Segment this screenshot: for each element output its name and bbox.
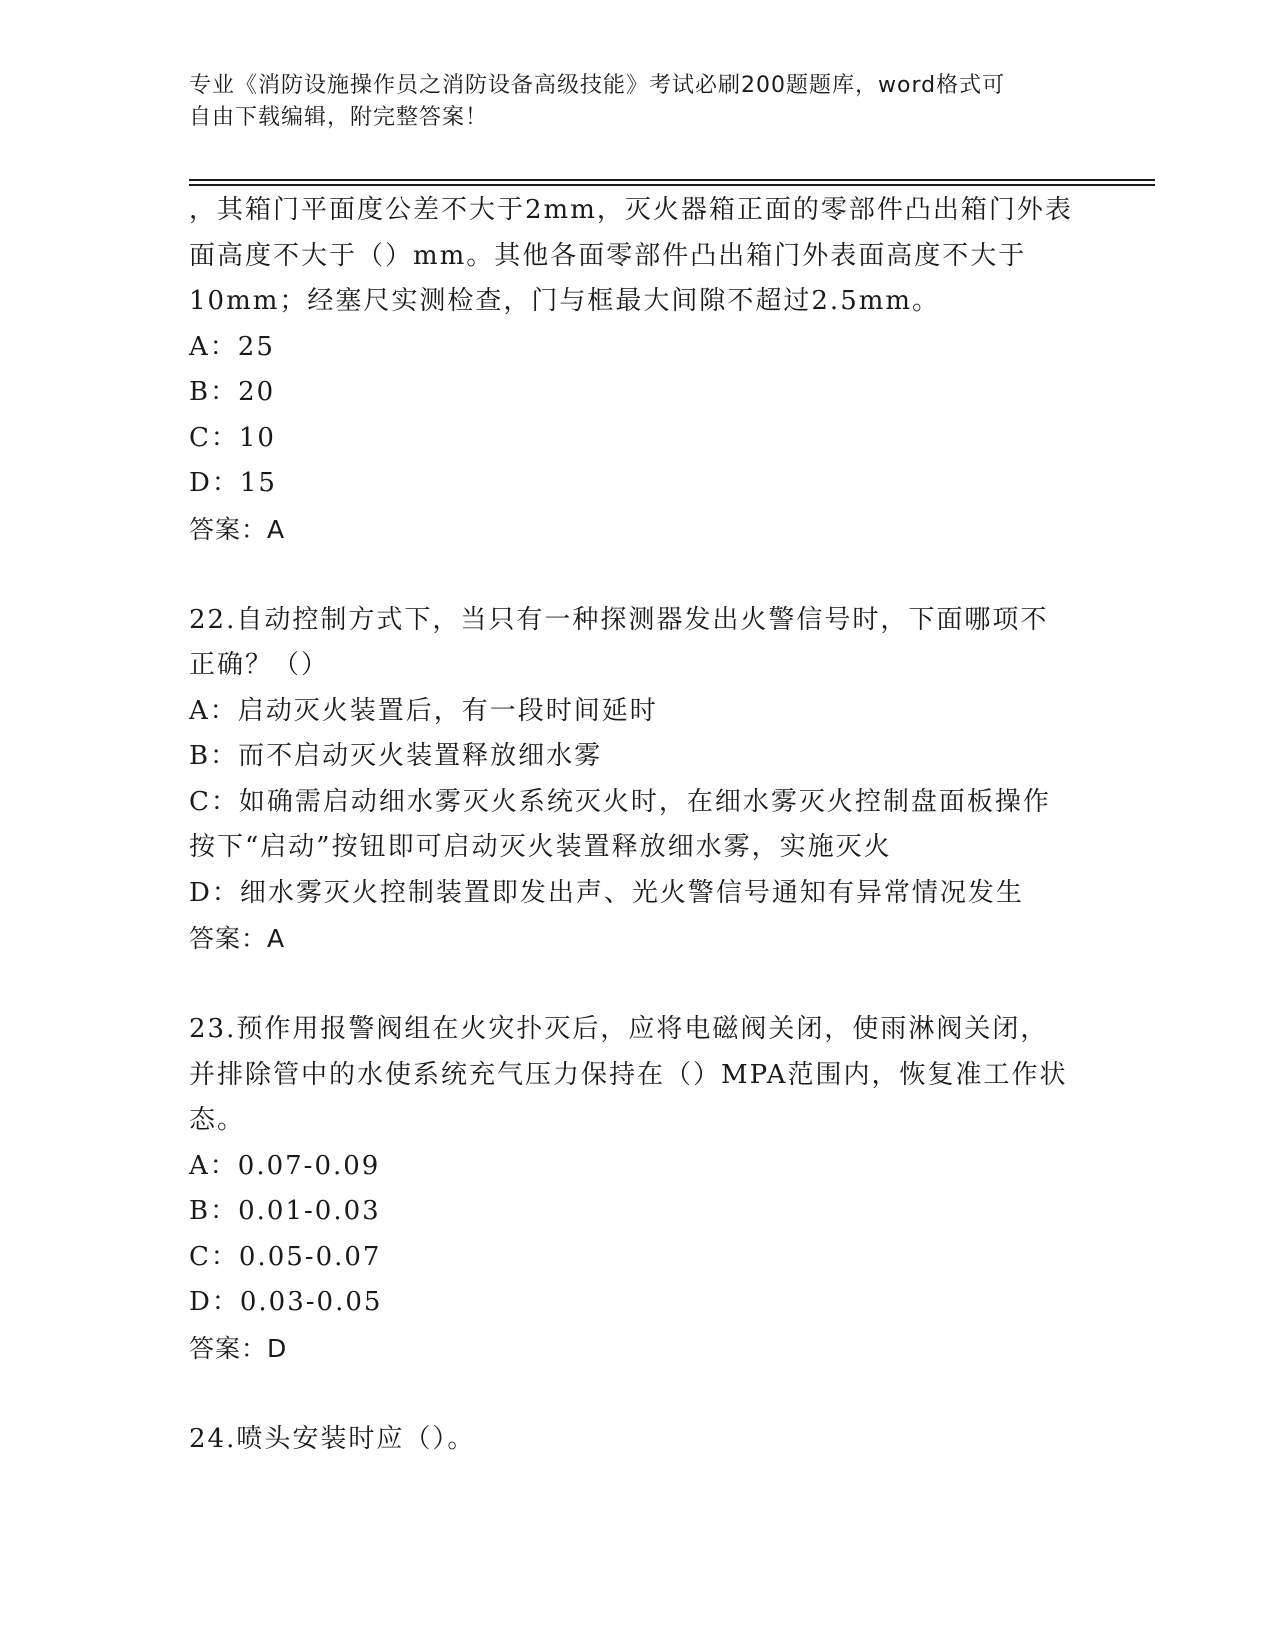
option-d: D：细水雾灭火控制装置即发出声、光火警信号通知有异常情况发生	[189, 877, 1024, 908]
question-24	[189, 1417, 1089, 1463]
question-stem-line: ，其箱门平面度公差不大于2mm，灭火器箱正面的零部件凸出箱门外表	[189, 195, 1073, 225]
question-stem-line: 面高度不大于（）mm。其他各面零部件凸出箱门外表面高度不大于	[189, 240, 1027, 271]
option-c-continued: 按下“启动”按钮即可启动灭火装置释放细水雾，实施灭火	[189, 832, 892, 862]
answer-line: 答案：A	[189, 924, 286, 953]
question-spacer	[189, 552, 1089, 598]
header-divider-top	[189, 179, 1155, 181]
option-b: B：20	[189, 377, 276, 407]
question-stem-line: 态。	[189, 1105, 246, 1135]
question-stem-line: 22.自动控制方式下，当只有一种探测器发出火警信号时，下面哪项不	[189, 604, 1049, 635]
question-spacer	[189, 962, 1089, 1008]
question-23	[189, 1007, 1089, 1371]
header-title-line-2: 自由下载编辑，附完整答案！	[189, 105, 489, 130]
option-d: D：15	[189, 468, 277, 498]
document-header	[189, 70, 1089, 134]
question-list	[189, 188, 1089, 1462]
question-spacer	[189, 1371, 1089, 1417]
question-stem-line: 10mm；经塞尺实测检查，门与框最大间隙不超过2.5mm。	[189, 286, 941, 316]
answer-line: 答案：D	[189, 1333, 288, 1363]
question-stem-line: 正确？（）	[189, 650, 330, 680]
header-title-line-1: 专业《消防设施操作员之消防设备高级技能》考试必刷200题题库，word格式可	[189, 73, 1006, 98]
option-c: C：如确需启动细水雾灭火系统灭火时，在细水雾灭火控制盘面板操作	[189, 786, 1051, 817]
option-c: C：10	[189, 422, 276, 453]
header-divider-bottom	[189, 184, 1155, 186]
option-a: A：25	[189, 331, 275, 362]
option-a: A：启动灭火装置后，有一段时间延时	[189, 695, 658, 726]
option-b: B：0.01-0.03	[189, 1196, 381, 1226]
option-d: D：0.03-0.05	[189, 1287, 383, 1317]
option-a: A：0.07-0.09	[189, 1150, 381, 1181]
answer-line: 答案：A	[189, 514, 286, 544]
option-b: B：而不启动灭火装置释放细水雾	[189, 741, 603, 771]
question-continued	[189, 188, 1089, 552]
question-stem-line: 24.喷头安装时应（）。	[189, 1423, 476, 1454]
question-stem-line: 并排除管中的水使系统充气压力保持在（）MPA范围内，恢复准工作状	[189, 1059, 1068, 1090]
question-stem-line: 23.预作用报警阀组在火灾扑灭后，应将电磁阀关闭，使雨淋阀关闭，	[189, 1014, 1049, 1044]
question-22	[189, 598, 1089, 962]
option-c: C：0.05-0.07	[189, 1241, 382, 1272]
